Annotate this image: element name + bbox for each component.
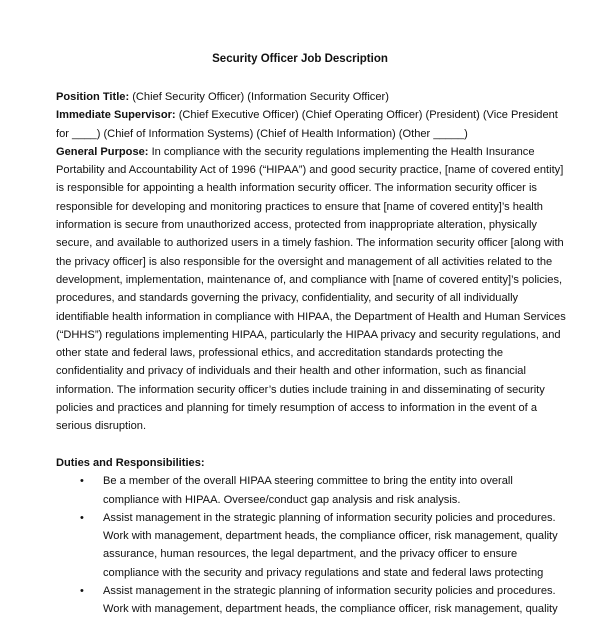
bullet-text-line: Assist management in the strategic planning of information security policies and procedures. — [103, 585, 556, 598]
bullet-text-line: Work with management, department heads, the compliance officer, risk management, quality — [103, 530, 558, 543]
purpose-text-line: (“DHHS”) regulations implementing HIPAA, particularly the HIPAA privacy and security regulations, and — [56, 328, 561, 341]
purpose-text-line: procedures, and standards governing the privacy, confidentiality, and security of all individually — [56, 292, 519, 305]
bullet-continuation — [56, 527, 558, 545]
position-title-line — [56, 88, 548, 106]
bullet-text-line: compliance with the security and privacy regulations and state and federal laws protecting — [103, 566, 544, 579]
document-title: Security Officer Job Description — [212, 53, 388, 65]
bullet-continuation — [56, 545, 548, 563]
duties-heading — [56, 454, 548, 472]
purpose-text-line: Portability and Accountability Act of 1996 (“HIPAA”) and good security practice, [name of covered entity] — [56, 164, 564, 177]
paragraph-gap — [56, 436, 548, 454]
supervisor-value-line1: (Chief Executive Officer) (Chief Operating Officer) (President) (Vice President — [175, 109, 558, 122]
bullet-continuation — [56, 600, 558, 618]
bullet-text-line: Assist management in the strategic planning of information security policies and procedures. — [103, 511, 556, 524]
purpose-text-line: policies and practices and planning for timely resumption of access to information in the event of a — [56, 402, 537, 415]
bullet-text-line: assurance, human resources, the legal department, and the privacy officer to ensure — [103, 548, 518, 561]
position-title-value: (Chief Security Officer) (Information Security Officer) — [129, 91, 389, 103]
bullet-text-line: Be a member of the overall HIPAA steering committee to bring the entity into overall — [103, 475, 513, 488]
bullet-continuation — [56, 564, 548, 582]
bullet-icon: • — [80, 585, 84, 598]
purpose-text-line: the privacy officer] is also responsible for the oversight and management of all activities related to the — [56, 255, 553, 268]
position-title-label: Position Title: — [56, 91, 130, 103]
document-body — [56, 88, 566, 619]
purpose-text-line: secure, and available to authorized users in a timely fashion. The information security officer [along with — [56, 237, 564, 250]
supervisor-line — [56, 106, 558, 124]
purpose-text-line: serious disruption. — [56, 420, 147, 433]
purpose-text-line: is responsible for appointing a health information security officer. The information security officer is — [56, 182, 537, 195]
duties-heading-text: Duties and Responsibilities: — [56, 456, 205, 469]
bullet-icon: • — [80, 475, 84, 488]
purpose-text-line: confidentiality and privacy of individuals and their health and other information, such as financial — [56, 365, 526, 378]
bullet-continuation — [56, 491, 548, 509]
purpose-text-line: development, implementation, maintenance of, and compliance with [name of covered entity]’s policies, — [56, 273, 563, 286]
bullet-text-line: compliance with HIPAA. Oversee/conduct gap analysis and risk analysis. — [103, 493, 461, 506]
bullet-item — [56, 509, 556, 527]
purpose-text-line: information is secure from unauthorized access, protected from inappropriate alteration, physically — [56, 219, 537, 232]
bullet-text-line: Work with management, department heads, the compliance officer, risk management, quality — [103, 603, 558, 616]
supervisor-value-line2: for ____) (Chief of Information Systems) (Chief of Health Information) (Other _____) — [56, 127, 468, 140]
purpose-text-line: information. The information security officer’s duties include training in and disseminating of security — [56, 383, 545, 396]
bullet-item — [56, 582, 556, 600]
purpose-text-line: responsible for developing and monitoring practices to ensure that [name of covered entity]’s health — [56, 200, 543, 213]
purpose-line — [56, 143, 548, 161]
purpose-text-line: identifiable health information in compliance with HIPAA, the Department of Health and Human Services — [56, 310, 566, 323]
purpose-label: General Purpose: — [56, 145, 149, 158]
purpose-text-line: In compliance with the security regulations implementing the Health Insurance — [148, 145, 535, 158]
bullet-item — [56, 472, 548, 490]
bullet-icon: • — [80, 511, 84, 524]
purpose-text-line: other state and federal laws, professional ethics, and accreditation standards protecting the — [56, 347, 504, 360]
supervisor-label: Immediate Supervisor: — [56, 109, 176, 122]
